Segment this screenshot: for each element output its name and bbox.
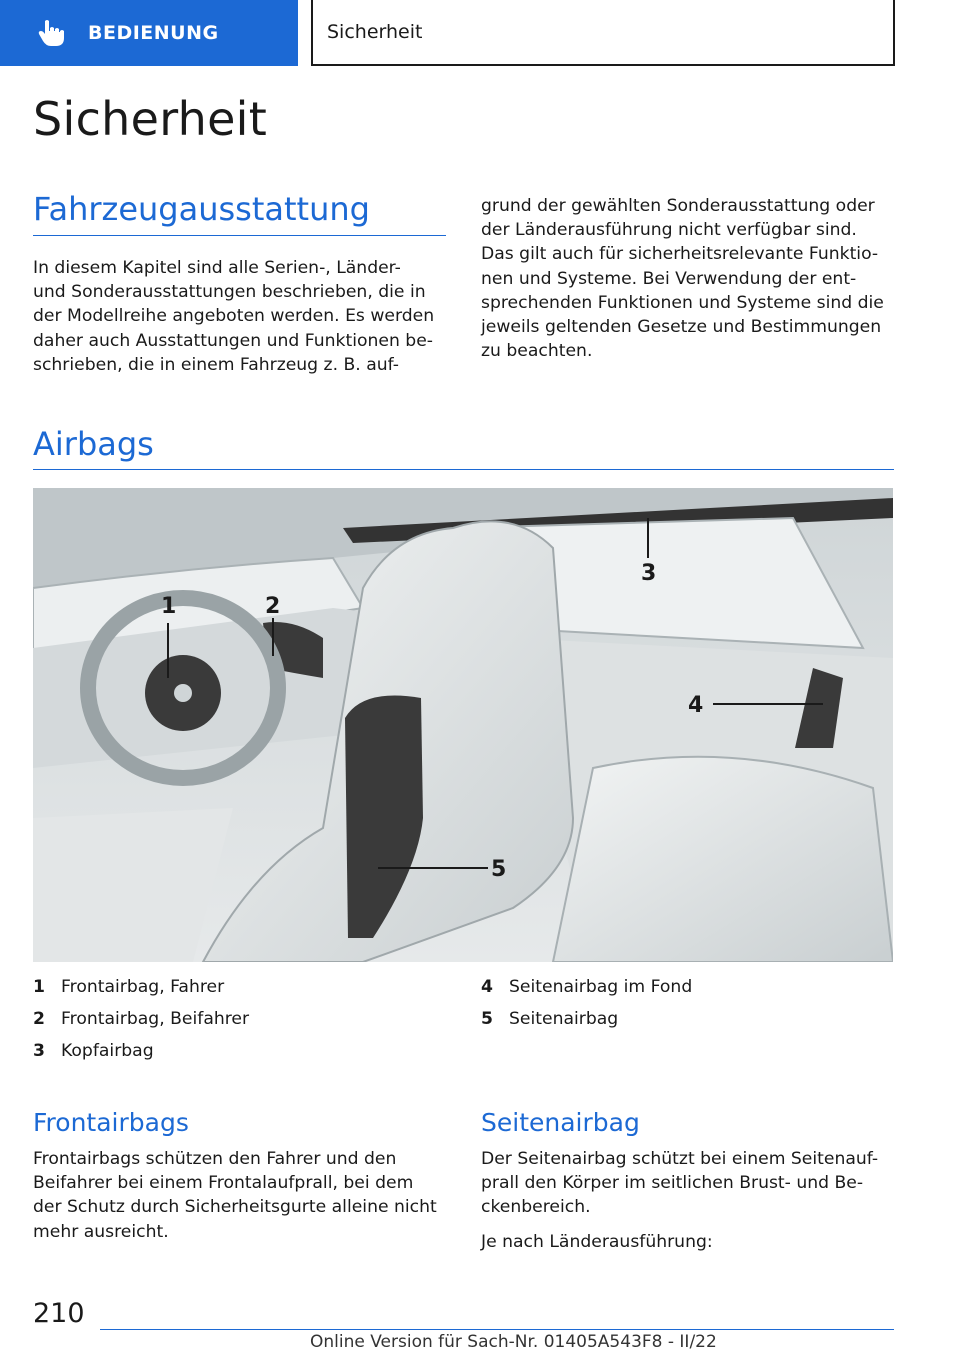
text-line: Der Seitenairbag schützt bei einem Seitenauf- [481,1149,879,1169]
vehicle-features-heading: Fahrzeugausstattung [33,190,370,228]
text-line: jeweils geltenden Gesetze und Bestimmungen [481,317,882,338]
legend-item [481,1003,692,1035]
text-line: zu beachten. [481,341,593,362]
text-line: nen und Systeme. Bei Verwendung der ent- [481,268,857,289]
airbag-legend-right [481,971,692,1035]
text-line: ckenbereich. [481,1197,591,1218]
legend-text: Frontairbag, Beifahrer [61,1009,250,1029]
callout-label: 4 [688,693,704,718]
hand-pointer-icon [36,18,66,48]
airbags-heading: Airbags [33,425,154,463]
legend-text: Frontairbag, Fahrer [61,977,225,997]
legend-number: 5 [481,1009,493,1029]
legend-number: 3 [33,1041,45,1061]
text-line: der Schutz durch Sicherheitsgurte alleine nicht [33,1197,437,1218]
legend-text: Kopfairbag [61,1041,154,1061]
side-airbag-text [481,1147,878,1254]
text-line: sprechenden Funktionen und Systeme sind die [481,292,884,313]
legend-text: Seitenairbag [509,1009,619,1029]
legend-number: 2 [33,1009,45,1029]
vehicle-features-col1 [33,256,434,377]
text-line: Beifahrer bei einem Frontalaufprall, bei dem [33,1173,414,1194]
legend-number: 4 [481,977,493,997]
chapter-header [311,0,895,66]
legend-item [33,1003,249,1035]
text-line: und Sonderausstattungen beschrieben, die in [33,282,426,303]
online-version-note: Online Version für Sach-Nr. 01405A543F8 - II/22 [310,1332,717,1352]
airbag-legend-left [33,971,249,1067]
legend-item [33,1035,249,1067]
text-line: mehr ausreicht. [33,1221,169,1242]
airbag-illustration [33,488,893,962]
legend-item [33,971,249,1003]
text-line: schrieben, die in einem Fahrzeug z. B. auf- [33,354,399,375]
front-airbags-text [33,1147,437,1244]
legend-item [481,971,692,1003]
section-rule [33,469,894,470]
text-line: grund der gewählten Sonderausstattung oder [481,196,875,216]
front-airbags-heading: Frontairbags [33,1108,189,1137]
callout-label: 3 [641,561,657,586]
section-label: BEDIENUNG [88,22,219,44]
section-tab[interactable] [0,0,298,66]
footer-rule [100,1329,894,1330]
car-interior-drawing [33,488,893,962]
side-airbag-heading: Seitenairbag [481,1108,640,1137]
vehicle-features-col2 [481,194,884,363]
callout-label: 1 [161,594,177,619]
chapter-label: Sicherheit [327,21,423,43]
callout-label: 2 [265,594,281,619]
legend-text: Seitenairbag im Fond [509,977,693,997]
text-line: der Länderausführung nicht verfügbar sind. [481,220,857,241]
legend-number: 1 [33,977,45,997]
page-title: Sicherheit [33,92,268,146]
text-line: daher auch Ausstattungen und Funktionen be- [33,330,433,351]
page-number: 210 [33,1298,85,1329]
text-line: Das gilt auch für sicherheitsrelevante Funktio- [481,244,879,265]
text-line: der Modellreihe angeboten werden. Es werden [33,306,435,327]
callout-label: 5 [491,857,507,882]
text-line: Je nach Länderausführung: [481,1231,713,1252]
section-rule [33,235,446,236]
text-line: Frontairbags schützen den Fahrer und den [33,1149,397,1169]
text-line: In diesem Kapitel sind alle Serien-, Länder- [33,258,401,278]
text-line: prall den Körper im seitlichen Brust- und Be- [481,1173,864,1194]
